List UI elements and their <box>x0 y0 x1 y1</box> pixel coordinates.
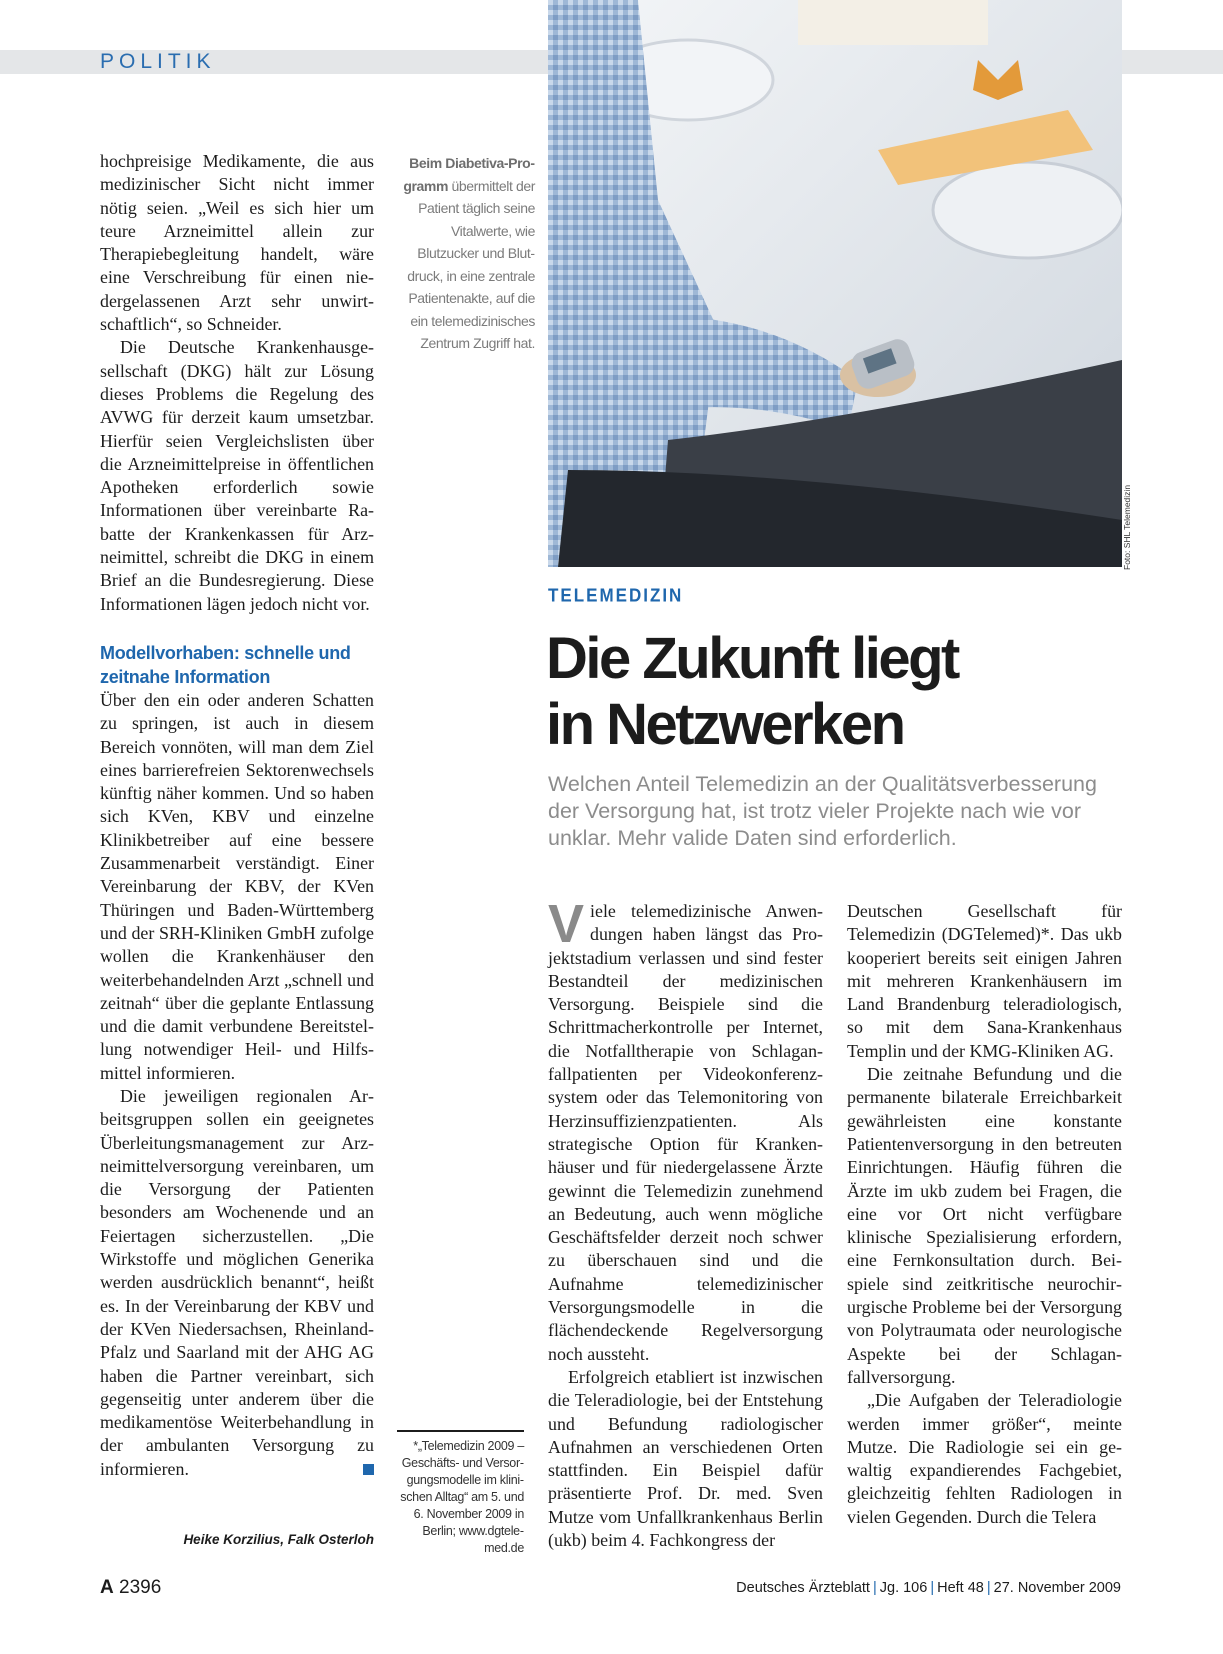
headline <box>546 626 1106 758</box>
kicker: TELEMEDIZIN <box>548 585 684 606</box>
photo-illustration <box>548 0 1122 567</box>
section-label: POLITIK <box>100 50 216 73</box>
middle-column <box>548 894 823 1552</box>
left-column <box>100 150 374 1481</box>
end-mark-icon <box>363 1464 374 1475</box>
photo-caption <box>390 152 535 355</box>
journal-info <box>736 1580 1121 1596</box>
paragraph <box>100 1085 374 1481</box>
date: 27. November 2009 <box>993 1580 1121 1596</box>
paragraph <box>548 894 823 1366</box>
authors: Heike Korzilius, Falk Osterloh <box>183 1532 374 1547</box>
headline-line: Die Zukunft liegt <box>546 626 958 691</box>
separator: | <box>872 1580 877 1596</box>
paragraph-text: iele telemedizinische Anwendungen haben längst das Projektstadium verlassen und sind fester Bestandteil der medizinischen Versorgung. Beispiele sind die Schrittmacherkontrolle per Internet, die Notfalltherapie von Schlaganfallpatienten per Videokonferenzsystem oder das Telemonitoring von Herzinsuffizienzpatienten. Als strategische Option für Krankenhäuser und für niedergelassene Ärzte gewinnt die Telemedizin zunehmend an Bedeutung, auch wenn mögliche Geschäftsfelder derzeit noch schwer zu überschauen sind und die Aufnahme telemedizinischer Versorgungsmodelle in die flächendeckende Regelversorgung noch aussteht. <box>548 901 823 1364</box>
journal-name: Deutsches Ärzteblatt <box>736 1580 870 1596</box>
paragraph: Die Deutsche Krankenhausgesellschaft (DKG) hält zur Lösung dieses Problems die Regelung des AVWG für derzeit kaum umsetzbar. Hierfür seien Vergleichslisten über die Arzneimittelpreise in öffentlichen Apotheken erforderlich sowie Informationen über vereinbarte Rabatte der Krankenkassen für Arzneimittel, schreibt die DKG in einem Brief an die Bundesregierung. Diese Informationen lägen jedoch nicht vor. <box>100 337 374 614</box>
paragraph-continued: Deutschen Gesellschaft für Telemedizin (DGTelemed)*. Das ukb kooperiert bereits seit einigen Jahren mit mehreren Krankenhäusern im Land Brandenburg teleradiologisch, so mit dem Sana-Krankenhaus Templin und der KMG-Kliniken AG. <box>847 901 1122 1061</box>
section-bar-right <box>1122 50 1223 74</box>
caption-lead: Beim Diabetiva-Programm <box>403 155 535 194</box>
right-column <box>847 900 1122 1529</box>
section-bar <box>0 50 548 74</box>
issue: Heft 48 <box>937 1580 984 1596</box>
page-number-value: 2396 <box>119 1577 162 1598</box>
paragraph: hochpreisige Medikamente, die aus medizinischer Sicht nicht immer nötig seien. „Weil es sich hier um teure Arzneimittel allein zur Therapiebegleitung handelt, wäre eine Verschreibung für einen niedergelassenen Arzt sehr unwirtschaftlich“, so Schneider. <box>100 151 374 335</box>
dropcap: V <box>548 894 585 954</box>
page-prefix: A <box>100 1577 114 1598</box>
paragraph: Erfolgreich etabliert ist inzwischen die Teleradiologie, bei der Entstehung und Befundung radiologischer Aufnahmen an verschiedenen Orten stattfinden. Ein Beispiel dafür präsentierte Prof. Dr. med. Sven Mutze vom Unfallkrankenhaus Berlin (ukb) beim 4. Fachkongress der <box>548 1366 823 1551</box>
page-number <box>100 1577 161 1599</box>
paragraph-text: Die jeweiligen regionalen Arbeitsgruppen sollen ein geeignetes Überleitungsmanagement zur Arzneimittelversorgung vereinbaren, um die Versorgung der Patienten besonders am Wochenende und an Feiertagen sicherzustellen. „Die Wirkstoffe und möglichen Generika werden ausdrücklich benannt“, heißt es. In der Vereinbarung der KBV und der KVen Niedersachsen, Rheinland-Pfalz und Saarland mit der AHG AG haben die Partner vereinbart, sich gegenseitig unter anderem über die medikamentöse Weiterbehandlung in der ambulanten Versorgung zu informieren. <box>100 1085 374 1479</box>
photo-credit: Foto: SHL Telemedizin <box>1122 484 1132 570</box>
paragraph: „Die Aufgaben der Teleradiologie werden immer größer“, meinte Mutze. Die Radiologie sei ein gewaltig expandierendes Fachgebiet, gleichzeitig fehlten Radiologen in vielen Gegenden. Durch die Telera <box>847 1390 1122 1527</box>
paragraph: Über den ein oder anderen Schatten zu springen, ist auch in diesem Bereich vonnöten, will man dem Ziel eines barrierefreien Sektorenwechsels künftig näher kommen. Und so haben sich KVen, KBV und einzelne Klinikbetreiber auf eine bessere Zusammenarbeit verständigt. Einer Vereinbarung der KBV, der KVen Thüringen und Baden-Württemberg und der SRH-Kliniken GmbH zufolge wollen die Krankenhäuser den weiterbehandelnden Arzt „schnell und zeitnah“ über die geplante Entlassung und die damit verbundene Bereitstellung notwendiger Heil- und Hilfsmittel informieren. <box>100 689 374 1083</box>
caption-text: übermittelt der Patient täglich seine Vitalwerte, wie Blutzucker und Blutdruck, in eine zentrale Patientenakte, auf die ein telemedizinisches Zentrum Zugriff hat. <box>407 177 535 351</box>
paragraph: Die zeitnahe Befundung und die permanente bilaterale Erreichbarkeit gewährleisten eine konstante Patientenversorgung in den betreuten Einrichtungen. Häufig führen die Ärzte im ukb zudem bei Fragen, die eine vor Ort nicht verfügbare klinische Spezialisierung erfordern, eine Fernkonsultation durch. Beispiele sind zeitkritische neurochirurgische Probleme bei der Versorgung von Polytraumata oder neurologische Aspekte bei der Schlaganfallversorgung. <box>847 1064 1122 1387</box>
separator: | <box>930 1580 935 1596</box>
volume: Jg. 106 <box>879 1580 928 1596</box>
subheading: Modellvorhaben: schnelle und zeitnahe Information <box>100 642 351 687</box>
deck: Welchen Anteil Telemedizin an der Qualitätsverbesserung der Versorgung hat, ist trotz vieler Projekte nach wie vor unklar. Mehr valide Daten sind erforderlich. <box>548 772 1097 850</box>
separator: | <box>986 1580 991 1596</box>
headline-line: in Netzwerken <box>546 692 904 757</box>
footnote: *„Telemedizin 2009 – Geschäfts- und Versorgungsmodelle im klinischen Alltag“ am 5. und 6. November 2009 in Berlin; www.dgtelemed.de <box>397 1430 524 1557</box>
article-photo <box>548 0 1122 567</box>
